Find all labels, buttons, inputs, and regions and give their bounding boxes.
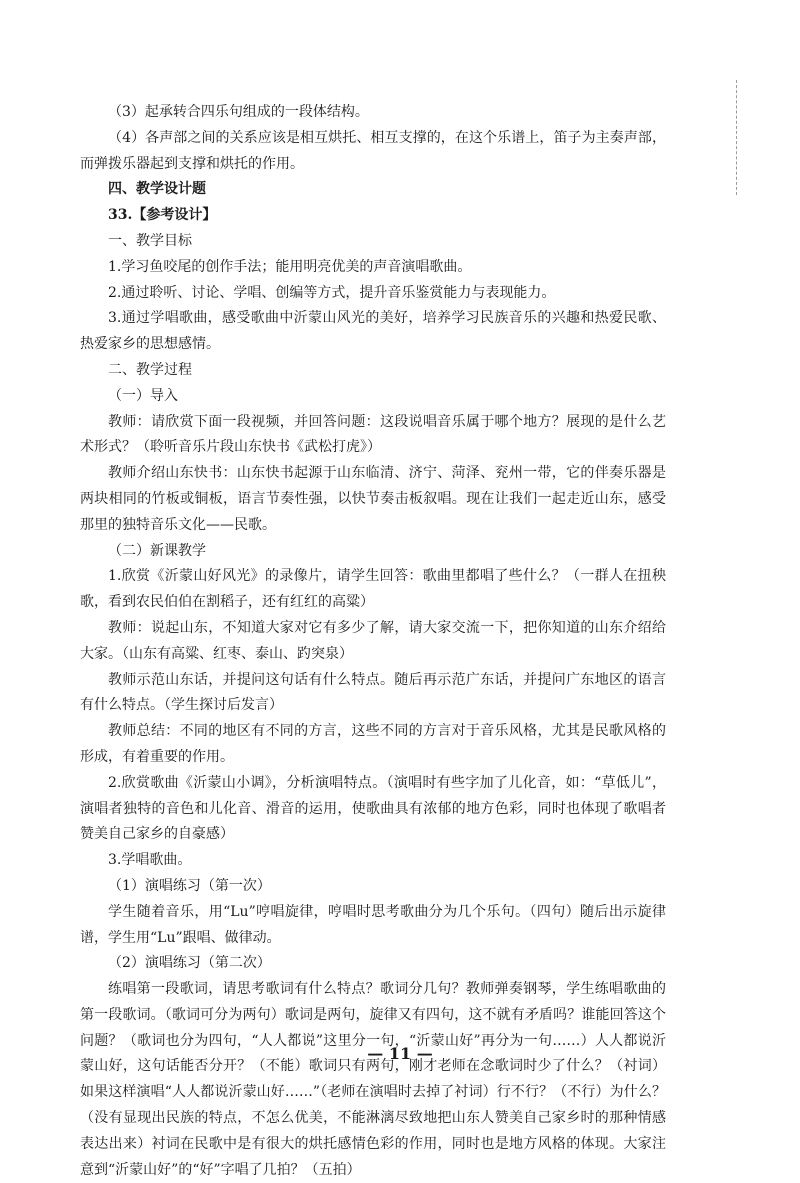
section-heading: 33.【参考设计】 bbox=[108, 207, 217, 224]
paragraph: 1.学习鱼咬尾的创作手法；能用明亮优美的声音演唱歌曲。 bbox=[108, 258, 472, 275]
paragraph: 教师示范山东话，并提问这句话有什么特点。随后再示范广东话，并提问广东地区的语言有什么特点。（学生探讨后发言） bbox=[80, 671, 666, 714]
paragraph: （4）各声部之间的关系应该是相互烘托、相互支撑的，在这个乐谱上，笛子为主奏声部，而弹拨乐器起到支撑和烘托的作用。 bbox=[80, 129, 666, 172]
paragraph: 二、教学过程 bbox=[108, 361, 192, 378]
paragraph: 3.学唱歌曲。 bbox=[108, 852, 192, 869]
paragraph: 教师：请欣赏下面一段视频，并回答问题：这段说唱音乐属于哪个地方？展现的是什么艺术形式？（聆听音乐片段山东快书《武松打虎》） bbox=[80, 413, 666, 456]
paragraph: （一）导入 bbox=[108, 387, 178, 404]
page-number: — 11 — bbox=[367, 1044, 433, 1063]
paragraph: （二）新课教学 bbox=[108, 542, 206, 559]
document-body bbox=[80, 100, 666, 1183]
paragraph: （2）演唱练习（第二次） bbox=[108, 955, 271, 972]
margin-rule bbox=[736, 80, 737, 195]
paragraph: （1）演唱练习（第一次） bbox=[108, 877, 271, 894]
paragraph: 教师介绍山东快书：山东快书起源于山东临清、济宁、菏泽、兖州一带，它的伴奏乐器是两块相同的竹板或铜板，语言节奏性强，以快节奏击板叙唱。现在让我们一起走近山东，感受那里的独特音乐文化——民歌。 bbox=[80, 465, 666, 533]
paragraph: 教师：说起山东，不知道大家对它有多少了解，请大家交流一下，把你知道的山东介绍给大家。（山东有高粱、红枣、泰山、趵突泉） bbox=[80, 619, 666, 662]
paragraph: （3）起承转合四乐句组成的一段体结构。 bbox=[108, 104, 369, 120]
paragraph: 练唱第一段歌词，请思考歌词有什么特点？歌词分几句？教师弹奏钢琴，学生练唱歌曲的第一段歌词。（歌词可分为两句）歌词是两句，旋律又有四句，这不就有矛盾吗？谁能回答这个问题？（歌词也分为四句，“人人都说”这里分一句，“沂蒙山好”再分为一句……）人人都说沂蒙山好，这句话能否分开？（不能）歌词只有两句，刚才老师在念歌词时少了什么？（衬词）如果这样演唱“人人都说沂蒙山好……”（老师在演唱时去掉了衬词）行不行？（不行）为什么？（没有显现出民族的特点，不怎么优美，不能淋漓尽致地把山东人赞美自己家乡时的那种情感表达出来）衬词在民歌中是有很大的烘托感情色彩的作用，同时也是地方风格的体现。大家注意到“沂蒙山好”的“好”字唱了几拍？（五拍） bbox=[80, 981, 666, 1178]
paragraph: 教师总结：不同的地区有不同的方言，这些不同的方言对于音乐风格，尤其是民歌风格的形成，有着重要的作用。 bbox=[80, 723, 666, 765]
section-heading: 四、教学设计题 bbox=[108, 181, 206, 198]
paragraph: 2.欣赏歌曲《沂蒙山小调》，分析演唱特点。（演唱时有些字加了儿化音，如：“草低儿”，演唱者独特的音色和儿化音、滑音的运用，使歌曲具有浓郁的地方色彩，同时也体现了歌唱者赞美自己家乡的自豪感） bbox=[80, 774, 666, 843]
paragraph: 1.欣赏《沂蒙山好风光》的录像片，请学生回答：歌曲里都唱了些什么？（一群人在扭秧歌，看到农民伯伯在割稻子，还有红红的高粱） bbox=[80, 568, 666, 611]
paragraph: 一、教学目标 bbox=[108, 232, 192, 249]
paragraph: 学生随着音乐，用“Lu”哼唱旋律，哼唱时思考歌曲分为几个乐句。（四句）随后出示旋律谱，学生用“Lu”跟唱、做律动。 bbox=[80, 903, 666, 946]
paragraph: 2.通过聆听、讨论、学唱、创编等方式，提升音乐鉴赏能力与表现能力。 bbox=[108, 284, 556, 301]
paragraph: 3.通过学唱歌曲，感受歌曲中沂蒙山风光的美好，培养学习民族音乐的兴趣和热爱民歌、热爱家乡的思想感情。 bbox=[80, 310, 666, 353]
